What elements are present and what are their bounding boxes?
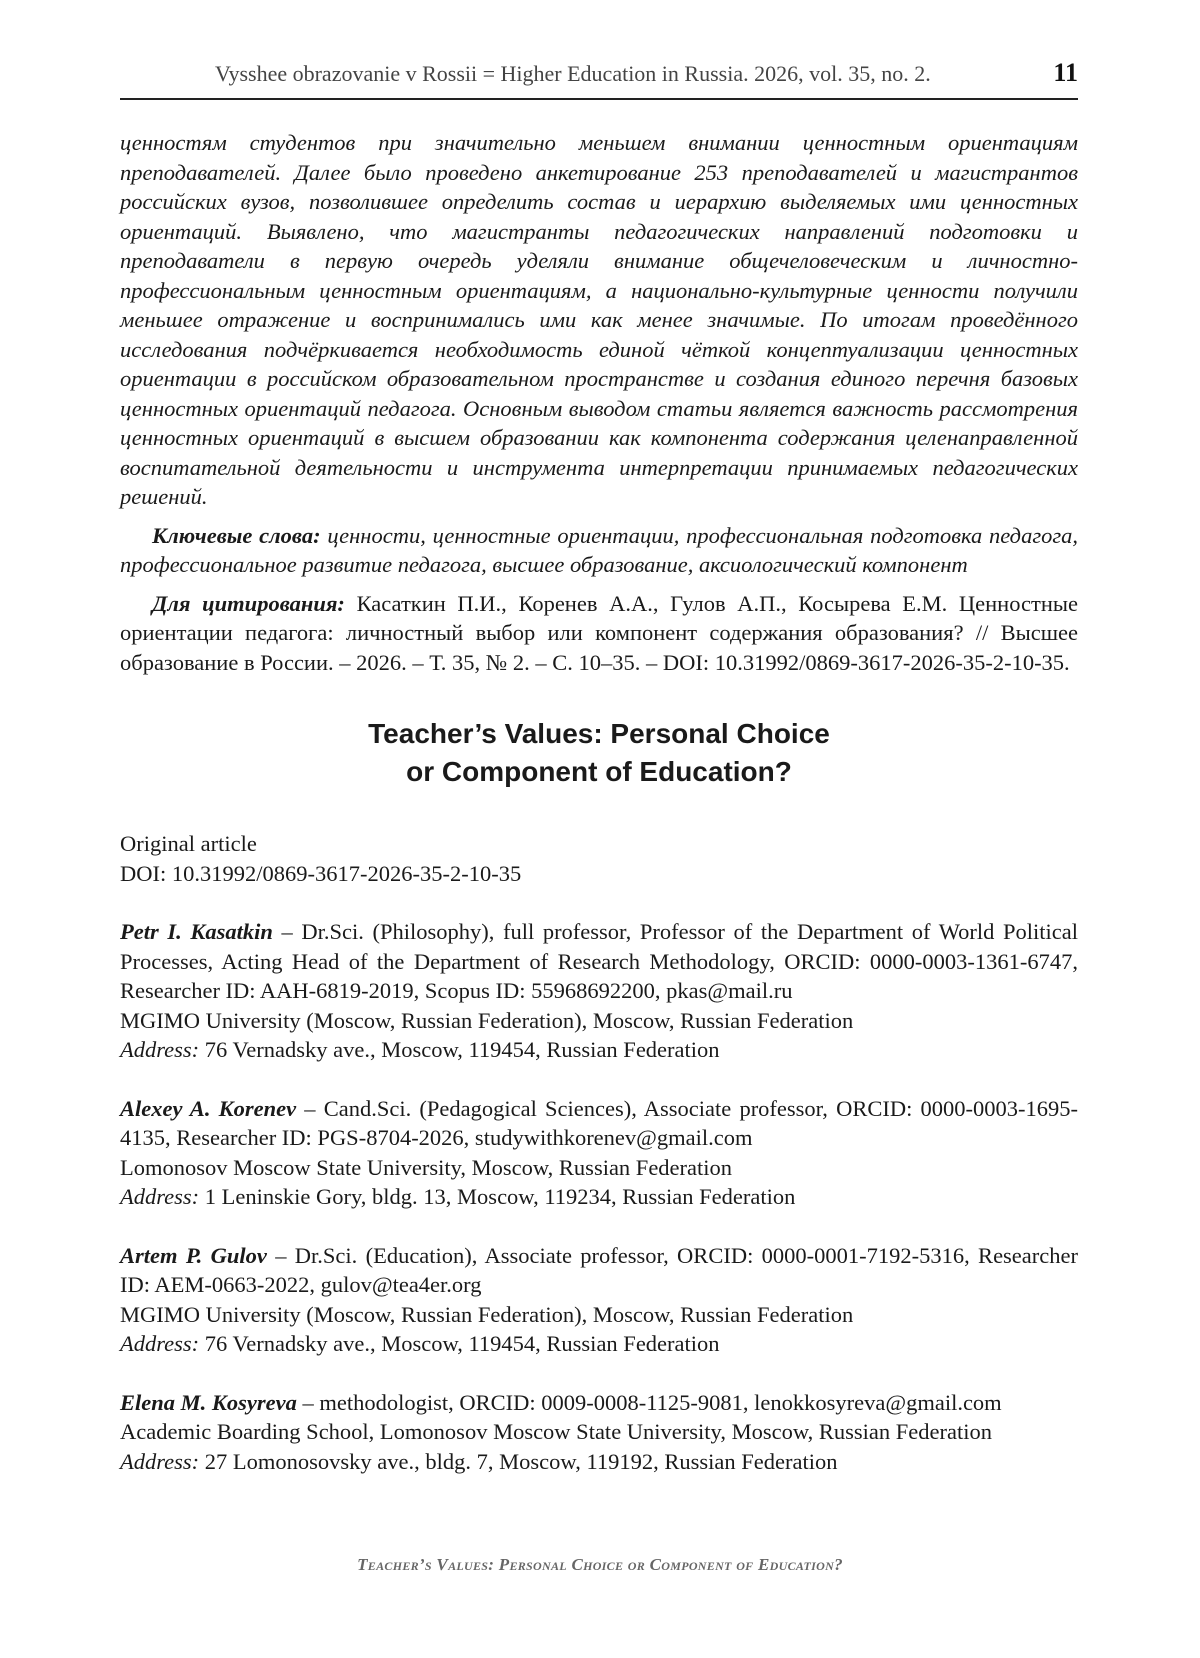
citation-paragraph xyxy=(120,589,1078,678)
running-footer-title: Teacher’s Values: Personal Choice or Component of Education? xyxy=(357,1555,843,1574)
page-number: 11 xyxy=(1053,58,1078,87)
keywords-paragraph xyxy=(120,521,1078,580)
author-address xyxy=(120,1035,1078,1065)
address-text: 76 Vernadsky ave., Moscow, 119454, Russian Federation xyxy=(199,1037,720,1062)
address-text: 1 Leninskie Gory, bldg. 13, Moscow, 119234, Russian Federation xyxy=(199,1184,796,1209)
author-affiliation: MGIMO University (Moscow, Russian Federation), Moscow, Russian Federation xyxy=(120,1007,854,1033)
author-address xyxy=(120,1182,1078,1212)
journal-citation-line: Vysshee obrazovanie v Rossii = Higher Education in Russia. 2026, vol. 35, no. 2. xyxy=(215,61,931,86)
author-credentials: – methodologist, ORCID: 0009-0008-1125-9081, lenokkosyreva@gmail.com xyxy=(296,1389,1002,1415)
abstract-continuation: ценностям студентов при значительно меньшем внимании ценностным ориентациям преподавателей. Далее было проведено анкетирование 253 преподавателей и магистрантов российских вузов, позволившее определить состав и иерархию выделяемых ими ценностных ориентаций. Выявлено, что магистранты педагогических направлений подготовки и преподаватели в первую очередь уделяли внимание общечеловеческим и личностно-профессиональным ценностным ориентациям, а национально-культурные ценности получили меньшее отражение и воспринимались ими как менее значимые. По итогам проведённого исследования подчёркивается необходимость единой чёткой концептуализации ценностных ориентации в российском образовательном пространстве и создания единого перечня базовых ценностных ориентаций педагога. Основным выводом статьи является важность рассмотрения ценностных ориентаций в высшем образовании как компонента содержания целенаправленной воспитательной деятельности и инструмента интерпретации принимаемых педагогических решений. xyxy=(120,130,1078,509)
address-label: Address: xyxy=(120,1184,200,1209)
author-credentials: – Dr.Sci. (Philosophy), full professor, Professor of the Department of World Political Processes, Acting Head of the Department of Research Methodology, ORCID: 0000-0003-1361-6747, Researcher ID: AAH-6819-2019, Scopus ID: 55968692200, pkas@mail.ru xyxy=(120,919,1078,1003)
page-content xyxy=(120,128,1078,1476)
article-title-english xyxy=(120,715,1078,791)
author-details xyxy=(120,1388,1078,1418)
address-label: Address: xyxy=(120,1448,200,1474)
citation-text: Касаткин П.И., Коренев А.А., Гулов А.П., Косырева Е.М. Ценностные ориентации педагога: личностный выбор или компонент содержания образования? // Высшее образование в России. – 2026. – Т. 35, № 2. – С. 10–35. – DOI: 10.31992/0869-3617-2026-35-2-10-35. xyxy=(120,590,1078,675)
author-name: Elena M. Kosyreva xyxy=(120,1389,297,1415)
author-block xyxy=(120,1241,1078,1359)
author-credentials: – Cand.Sci. (Pedagogical Sciences), Associate professor, ORCID: 0000-0003-1695-4135, Researcher ID: PGS-8704-2026, studywithkorenev@gmail.com xyxy=(120,1095,1078,1150)
address-text: 27 Lomonosovsky ave., bldg. 7, Moscow, 119192, Russian Federation xyxy=(199,1448,838,1474)
keywords-label: Ключевые слова: xyxy=(152,522,321,548)
title-line-1: Teacher’s Values: Personal Choice xyxy=(368,718,830,749)
author-name: Artem P. Gulov xyxy=(120,1242,267,1268)
address-label: Address: xyxy=(120,1037,200,1062)
address-label: Address: xyxy=(120,1331,200,1356)
article-type: Original article xyxy=(120,831,257,856)
author-name: Petr I. Kasatkin xyxy=(120,919,273,944)
author-affiliation: MGIMO University (Moscow, Russian Federation), Moscow, Russian Federation xyxy=(120,1301,854,1327)
author-address xyxy=(120,1447,1078,1477)
keywords-text: ценности, ценностные ориентации, профессиональная подготовка педагога, профессиональное развитие педагога, высшее образование, аксиологический компонент xyxy=(120,522,1078,577)
author-credentials: – Dr.Sci. (Education), Associate professor, ORCID: 0000-0001-7192-5316, Researcher ID: AEM-0663-2022, gulov@tea4er.org xyxy=(120,1242,1078,1297)
author-details xyxy=(120,1094,1078,1153)
author-block xyxy=(120,917,1078,1065)
author-address xyxy=(120,1329,1078,1359)
author-affiliation: Lomonosov Moscow State University, Moscow, Russian Federation xyxy=(120,1154,733,1180)
author-details xyxy=(120,917,1078,1006)
article-meta xyxy=(120,829,1078,888)
citation-label: Для цитирования: xyxy=(152,590,345,616)
author-block xyxy=(120,1094,1078,1212)
address-text: 76 Vernadsky ave., Moscow, 119454, Russian Federation xyxy=(199,1331,720,1356)
article-doi: DOI: 10.31992/0869-3617-2026-35-2-10-35 xyxy=(120,860,522,886)
running-header xyxy=(120,58,1078,100)
author-name: Alexey A. Korenev xyxy=(120,1095,297,1121)
author-block xyxy=(120,1388,1078,1477)
author-affiliation: Academic Boarding School, Lomonosov Moscow State University, Moscow, Russian Federation xyxy=(120,1419,992,1444)
author-details xyxy=(120,1241,1078,1300)
title-line-2: or Component of Education? xyxy=(406,756,792,787)
